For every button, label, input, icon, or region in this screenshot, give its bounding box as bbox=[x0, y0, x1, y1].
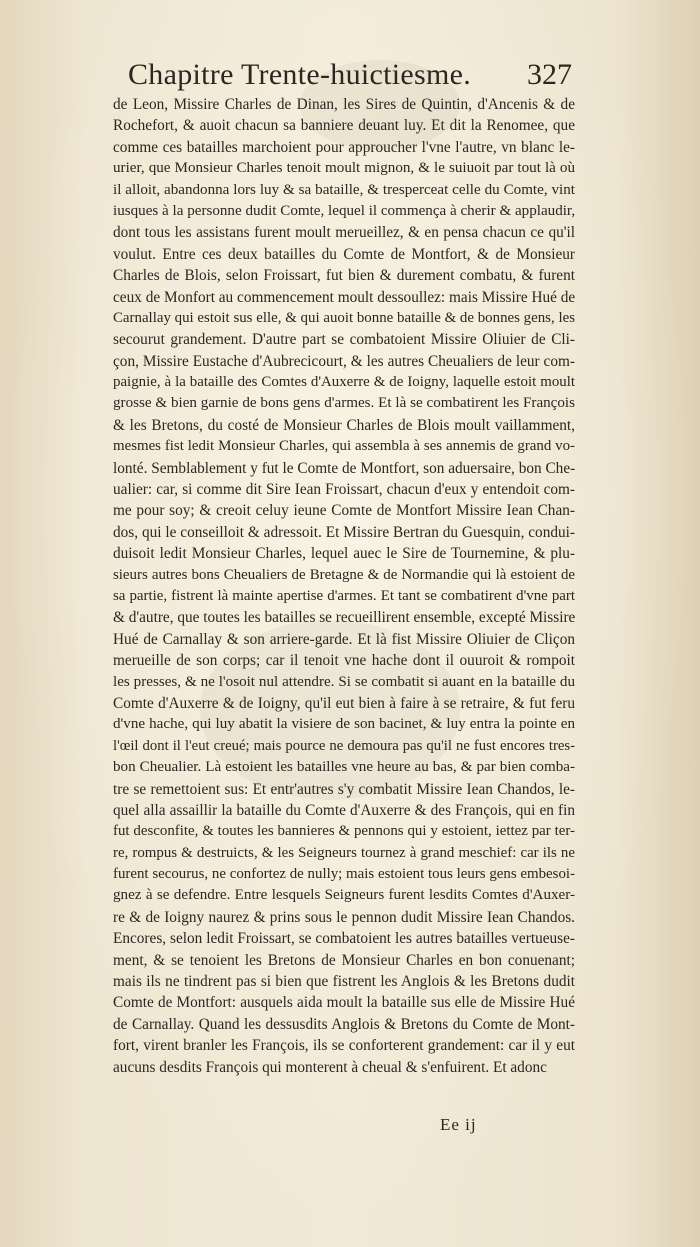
signature-mark: Ee ij bbox=[440, 1115, 477, 1134]
text-line: Carnallay qui estoit sus elle, & qui auoit bonne bataille & de bonnes gens, les bbox=[113, 309, 575, 326]
text-line: fut desconfite, & toutes les bannieres & pennons qui y estoient, iettez par ter- bbox=[113, 823, 575, 840]
text-line: voulut. Entre ces deux batailles du Comte de Montfort, & de Monsieur bbox=[113, 245, 575, 263]
body-text bbox=[113, 94, 575, 1078]
text-line: secourut grandement. D'autre part se combatoient Missire Oliuier de Cli- bbox=[113, 331, 575, 349]
text-line: comme ces batailles marchoient pour approucher l'vne l'autre, vn blanc le- bbox=[113, 138, 575, 156]
text-line: urier, que Monsieur Charles tenoit moult mignon, & le suiuoit par tout là où bbox=[113, 160, 575, 177]
text-line: re, rompus & destruicts, & les Seigneurs tournez à grand meschief: car ils ne bbox=[113, 844, 575, 861]
page-number: 327 bbox=[527, 58, 572, 91]
text-line: duisoit ledit Monsieur Charles, lequel auec le Sire de Tournemine, & plu- bbox=[113, 545, 575, 563]
text-line: Encores, selon ledit Froissart, se combatoient les autres batailles vertueuse- bbox=[113, 930, 575, 948]
text-line: mesmes fist ledit Monsieur Charles, qui assembla à ses annemis de grand vo- bbox=[113, 438, 575, 455]
text-line: quel alla assaillir la bataille du Comte d'Auxerre & des François, qui en fin bbox=[113, 801, 575, 819]
text-line: grosse & bien garnie de bons gens d'armes. Et là se combatirent les François bbox=[113, 395, 575, 412]
text-line: lonté. Semblablement y fut le Comte de Montfort, son aduersaire, bon Che- bbox=[113, 459, 575, 477]
text-line: mais ils ne tindrent pas si bien que fistrent les Anglois & les Bretons dudit bbox=[113, 973, 575, 991]
text-line: me pour soy; & creoit celuy ieune Comte de Montfort Missire Iean Chan- bbox=[113, 502, 575, 520]
text-line: dos, qui le conseilloit & adressoit. Et Missire Bertran du Guesquin, condui- bbox=[113, 523, 575, 541]
text-line: sa partie, fistrent là mainte apertise d'armes. Et tant se combatirent d'vne part bbox=[113, 587, 575, 604]
text-line: Comte d'Auxerre & de Ioigny, qu'il eut bien à faire à se retraire, & fut feru bbox=[113, 694, 575, 712]
text-line: ceux de Monfort au commencement moult dessoullez: mais Missire Hué de bbox=[113, 288, 575, 306]
text-line: ment, & se tenoient les Bretons de Monsieur Charles en bon conuenant; bbox=[113, 951, 575, 969]
text-line: Comte de Montfort: ausquels aida moult la bataille sus elle de Missire Hué bbox=[113, 994, 575, 1012]
text-line: merueille de son corps; car il tenoit vne hache dont il ouuroit & rompoit bbox=[113, 652, 575, 670]
text-line: fort, virent branler les François, ils se conforterent grandement: car il y eut bbox=[113, 1037, 575, 1055]
text-line: & d'autre, que toutes les batailles se recueillirent ensemble, excepté Missire bbox=[113, 609, 575, 627]
text-line: d'vne hache, qui luy abatit la visiere de son bacinet, & luy entra la pointe en bbox=[113, 716, 575, 733]
text-line: l'œil dont il l'eut creué; mais pource ne demoura pas qu'il ne fust encores tres- bbox=[113, 737, 575, 754]
text-line: re & de Ioigny naurez & prins sous le pennon dudit Missire Iean Chandos. bbox=[113, 908, 575, 926]
text-line: furent secourus, ne confortez de nully; mais estoient tous leurs gens embesoi- bbox=[113, 866, 575, 883]
running-head: Chapitre Trente-huictiesme. bbox=[128, 58, 472, 91]
text-line: iusques à la personne dudit Comte, lequel il commença à cherir & applaudir, bbox=[113, 202, 575, 219]
text-line: çon, Missire Eustache d'Aubrecicourt, & les autres Cheualiers de leur com- bbox=[113, 352, 575, 370]
text-line: paignie, à la bataille des Comtes d'Auxerre & de Ioigny, laquelle estoit moult bbox=[113, 374, 575, 391]
text-line: les presses, & ne l'osoit nul attendre. Si se combatit si auant en la bataille du bbox=[113, 673, 575, 690]
text-line: gnez à se defendre. Entre lesquels Seigneurs furent lesdits Comtes d'Auxer- bbox=[113, 887, 575, 904]
text-line: bon Cheualier. Là estoient les batailles vne heure au bas, & par bien comba- bbox=[113, 759, 575, 776]
text-line: & les Bretons, du costé de Monsieur Charles de Blois moult vaillamment, bbox=[113, 416, 575, 434]
text-line: sieurs autres bons Cheualiers de Bretagne & de Normandie qui là estoient de bbox=[113, 566, 575, 583]
text-line: aucuns desdits François qui monterent à cheual & s'enfuirent. Et adonc bbox=[113, 1058, 547, 1076]
text-line: Rochefort, & auoit chacun sa banniere deuant luy. Et dit la Renomee, que bbox=[113, 117, 575, 135]
text-line: de Carnallay. Quand les dessusdits Anglois & Bretons du Comte de Mont- bbox=[113, 1015, 575, 1033]
text-line: Hué de Carnallay & son arriere-garde. Et là fist Missire Oliuier de Cliçon bbox=[113, 630, 575, 648]
text-line: tre se remettoient sus: Et entr'autres s'y combatit Missire Iean Chandos, le- bbox=[113, 780, 575, 798]
text-line: il alloit, abandonna lors luy & sa bataille, & tresperceat celle du Comte, vint bbox=[113, 181, 575, 198]
text-line: ualier: car, si comme dit Sire Iean Froissart, chacun d'eux y entendoit com- bbox=[113, 481, 575, 499]
text-line: de Leon, Missire Charles de Dinan, les Sires de Quintin, d'Ancenis & de bbox=[113, 96, 575, 113]
text-line: Charles de Blois, selon Froissart, fut bien & durement combatu, & furent bbox=[113, 267, 575, 285]
text-line: dont tous les assistans furent moult merueillez, & en pensa chacun ce qu'il bbox=[113, 224, 575, 242]
page-header bbox=[0, 58, 700, 98]
